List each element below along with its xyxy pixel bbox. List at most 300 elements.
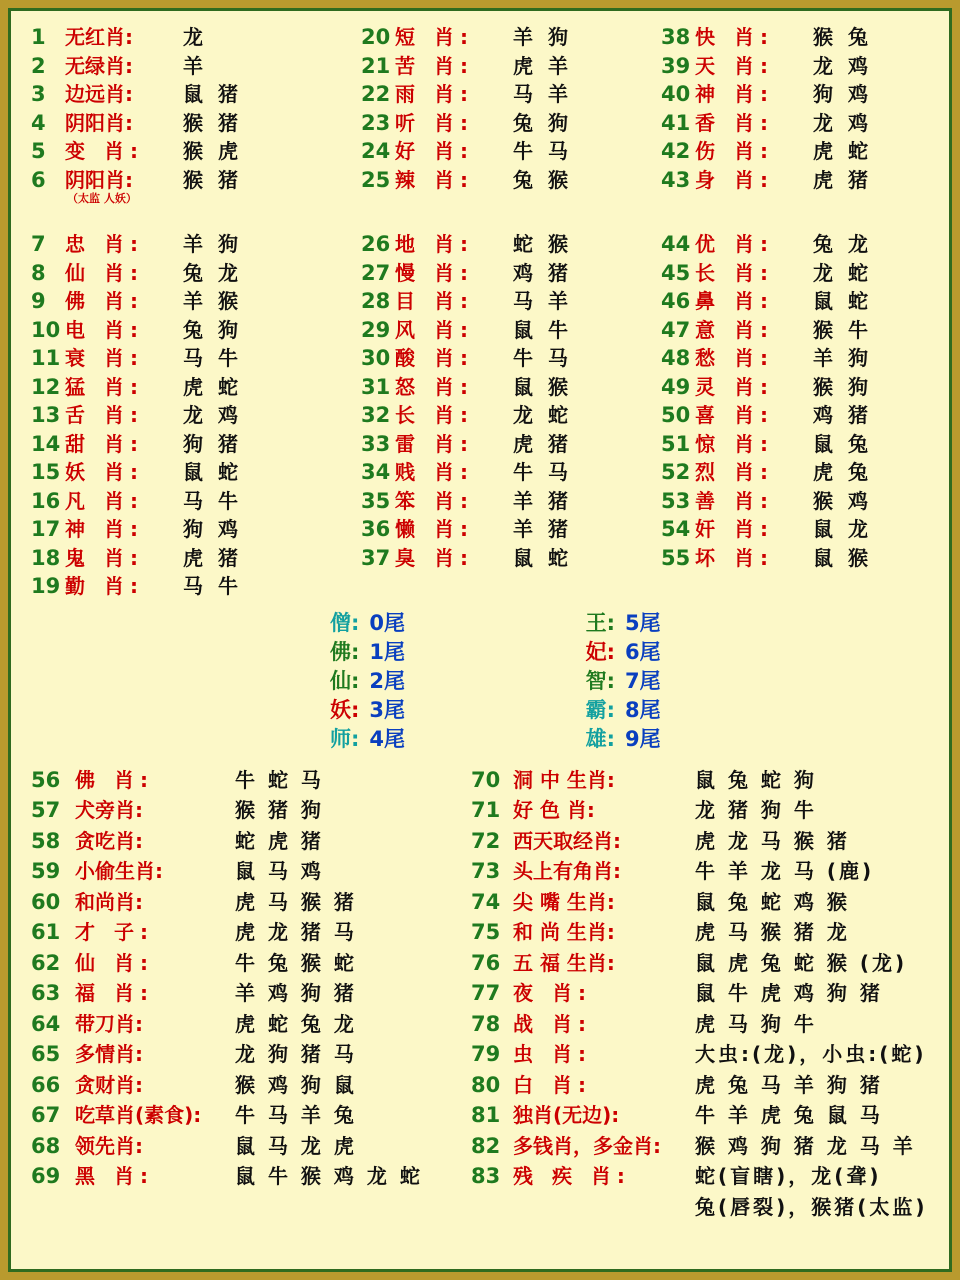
list-item[interactable]	[23, 886, 463, 917]
item-number: 10	[31, 317, 61, 342]
spacer	[23, 210, 353, 228]
tail-value: 5尾	[625, 610, 661, 635]
list-item[interactable]	[653, 485, 937, 514]
list-item[interactable]	[23, 542, 353, 571]
item-label: 仙 肖:	[65, 260, 144, 285]
list-item[interactable]	[653, 428, 937, 457]
item-label: 雨 肖:	[395, 82, 474, 106]
list-item[interactable]	[23, 794, 463, 825]
list-item[interactable]	[353, 78, 653, 107]
item-values: 鼠 猴	[813, 545, 872, 570]
item-number: 53	[661, 488, 691, 513]
item-values: 虎 蛇	[813, 139, 872, 163]
item-label: 贪吃肖:	[75, 828, 143, 853]
item-label: 烈 肖:	[695, 460, 774, 484]
item-values: 兔 狗	[513, 110, 572, 135]
item-number: 50	[661, 403, 691, 427]
spacer	[353, 210, 653, 228]
item-number: 52	[661, 460, 691, 484]
item-number: 6	[31, 167, 46, 192]
tail-item[interactable]	[299, 607, 405, 636]
item-number: 30	[361, 346, 391, 370]
list-item[interactable]	[353, 456, 653, 485]
item-label: 边远肖:	[65, 82, 133, 106]
list-item[interactable]	[463, 916, 937, 947]
item-values: 鼠 猪	[183, 82, 242, 106]
list-item[interactable]	[353, 542, 653, 571]
item-values: 牛 羊 虎 兔 鼠 马	[695, 1103, 883, 1127]
tail-value: 9尾	[625, 726, 661, 751]
item-number: 72	[471, 828, 501, 853]
item-values: 鼠 蛇	[813, 289, 872, 313]
item-label: 衰 肖:	[65, 346, 144, 370]
item-number: 80	[471, 1072, 501, 1097]
tail-key: 智:	[585, 668, 615, 693]
item-number: 48	[661, 346, 691, 370]
item-label: 神 肖:	[695, 82, 774, 106]
item-number: 49	[661, 374, 691, 399]
list-item[interactable]	[23, 135, 353, 164]
item-label: 灵 肖:	[695, 374, 774, 399]
item-number: 57	[31, 798, 61, 822]
item-label: 舌 肖:	[65, 403, 144, 427]
item-values: 猴 牛	[813, 317, 872, 342]
tail-item[interactable]	[555, 636, 661, 665]
item-values: 虎 蛇	[183, 374, 242, 399]
item-number: 45	[661, 260, 691, 285]
list-item[interactable]	[463, 855, 937, 886]
item-values: 羊 猪	[513, 517, 572, 541]
list-item[interactable]	[653, 542, 937, 571]
item-values: 羊 狗	[183, 232, 242, 256]
item-number: 9	[31, 289, 46, 313]
item-label: 愁 肖:	[695, 346, 774, 370]
list-item[interactable]	[353, 107, 653, 136]
list-item[interactable]	[353, 285, 653, 314]
item-number: 18	[31, 545, 61, 570]
item-label: 战 肖:	[513, 1011, 592, 1036]
tail-key: 僧:	[329, 610, 360, 635]
list-item[interactable]	[23, 50, 353, 79]
list-item[interactable]	[653, 314, 937, 343]
list-item[interactable]	[23, 342, 353, 371]
item-label: 犬旁肖:	[75, 798, 143, 822]
list-item[interactable]	[653, 257, 937, 286]
item-label: 无绿肖:	[65, 53, 133, 78]
item-values: 虎 猪	[513, 431, 572, 456]
item-number: 22	[361, 82, 391, 106]
item-number: 59	[31, 859, 61, 883]
item-number: 58	[31, 828, 61, 853]
item-values: 龙 蛇	[813, 260, 872, 285]
item-label: 凡 肖:	[65, 488, 144, 513]
item-values: 狗 鸡	[813, 82, 872, 106]
tail-value: 7尾	[625, 668, 661, 693]
item-label: 妖 肖:	[65, 460, 144, 484]
item-number: 35	[361, 488, 391, 513]
item-label: 夜 肖:	[513, 981, 592, 1005]
item-number: 21	[361, 53, 391, 78]
list-item[interactable]	[463, 977, 937, 1008]
item-number: 55	[661, 545, 691, 570]
item-number: 32	[361, 403, 391, 427]
item-values: 牛 马	[513, 460, 572, 484]
item-values: 虎 马 狗 牛	[695, 1011, 817, 1036]
tail-item[interactable]	[299, 665, 405, 694]
spacer-note	[353, 192, 653, 210]
item-label: 多钱肖，多金肖:	[513, 1133, 661, 1158]
item-number: 1	[31, 25, 46, 49]
list-item[interactable]	[653, 228, 937, 257]
item-values: 猴 猪	[183, 167, 242, 192]
item-label: 善 肖:	[695, 488, 774, 513]
list-item[interactable]	[353, 164, 653, 193]
item-values: 虎 兔	[813, 460, 872, 484]
item-values: 羊 猪	[513, 488, 572, 513]
item-label: 辣 肖:	[395, 167, 474, 192]
list-item[interactable]	[653, 21, 937, 50]
item-label: 洞 中 生肖:	[513, 767, 615, 792]
item-number: 78	[471, 1011, 501, 1036]
item-number: 73	[471, 859, 501, 883]
list-item[interactable]	[463, 947, 937, 978]
item-label: 黑 肖:	[75, 1164, 154, 1188]
tail-key: 妃:	[585, 639, 615, 664]
list-item[interactable]	[463, 1160, 937, 1191]
item-number: 43	[661, 167, 691, 192]
tail-key: 王:	[585, 610, 615, 635]
list-item[interactable]	[23, 570, 353, 599]
item-values: 虎 羊	[513, 53, 572, 78]
item-values: 鼠 兔	[813, 431, 872, 456]
list-item[interactable]	[23, 855, 463, 886]
item-label: 五 福 生肖:	[513, 950, 615, 975]
item-number: 15	[31, 460, 61, 484]
item-values: 虎 兔 马 羊 狗 猪	[695, 1072, 883, 1097]
list-item[interactable]	[653, 135, 937, 164]
item-number: 44	[661, 232, 691, 256]
item-values: 兔 猴	[513, 167, 572, 192]
item-label: 慢 肖:	[395, 260, 474, 285]
item-number: 3	[31, 82, 46, 106]
item-values: 牛 蛇 马	[235, 767, 324, 792]
list-item[interactable]	[463, 1069, 937, 1100]
item-number: 82	[471, 1133, 501, 1158]
list-item[interactable]	[23, 977, 463, 1008]
item-number: 61	[31, 920, 61, 944]
list-item[interactable]	[463, 825, 937, 856]
list-item[interactable]	[463, 1099, 937, 1130]
item-number-placeholder	[463, 1191, 513, 1221]
item-label: 香 肖:	[695, 110, 774, 135]
item-values: 狗 猪	[183, 431, 242, 456]
item-values: 虎 龙 猪 马	[235, 920, 357, 944]
list-item[interactable]	[23, 257, 353, 286]
item-number: 40	[661, 82, 691, 106]
list-item[interactable]	[23, 485, 353, 514]
item-label: 长 肖:	[695, 260, 774, 285]
tail-item[interactable]	[299, 694, 405, 723]
list-item[interactable]	[463, 794, 937, 825]
item-label: 独肖(无边):	[513, 1103, 620, 1127]
item-label: 带刀肖:	[75, 1011, 143, 1036]
item-label: 福 肖:	[75, 981, 154, 1005]
tail-item[interactable]	[555, 665, 661, 694]
item-values: 龙 鸡	[813, 110, 872, 135]
list-item[interactable]	[353, 485, 653, 514]
item-number: 79	[471, 1042, 501, 1066]
item-values: 鼠 牛 虎 鸡 狗 猪	[695, 981, 883, 1005]
tail-key: 佛:	[329, 639, 360, 664]
item-label: 忠 肖:	[65, 232, 144, 256]
item-values: 猴 鸡 狗 鼠	[235, 1072, 357, 1097]
item-label: 好 色 肖:	[513, 798, 595, 822]
spacer	[653, 210, 937, 228]
list-item[interactable]	[23, 371, 353, 400]
list-item[interactable]	[353, 428, 653, 457]
item-number: 26	[361, 232, 391, 256]
item-values: 鼠 马 鸡	[235, 859, 324, 883]
item-number: 74	[471, 889, 501, 914]
list-item[interactable]	[23, 1160, 463, 1191]
item-label: 和 尚 生肖:	[513, 920, 615, 944]
list-item[interactable]	[353, 342, 653, 371]
list-item[interactable]	[653, 456, 937, 485]
list-item[interactable]	[23, 947, 463, 978]
item-label: 好 肖:	[395, 139, 474, 163]
item-label: 甜 肖:	[65, 431, 144, 456]
list-item[interactable]	[23, 428, 353, 457]
tail-item[interactable]	[299, 723, 405, 752]
item-values: 猴 狗	[813, 374, 872, 399]
list-item[interactable]	[23, 21, 353, 50]
item-number: 62	[31, 950, 61, 975]
item-label: 仙 肖:	[75, 950, 154, 975]
item-values: 牛 羊 龙 马 (鹿)	[695, 859, 875, 883]
tail-value: 4尾	[369, 726, 405, 751]
list-item[interactable]	[653, 371, 937, 400]
list-item[interactable]	[353, 513, 653, 542]
list-item[interactable]	[23, 513, 353, 542]
item-label: 臭 肖:	[395, 545, 474, 570]
item-label: 身 肖:	[695, 167, 774, 192]
item-number: 37	[361, 545, 391, 570]
item-label: 雷 肖:	[395, 431, 474, 456]
item-number: 34	[361, 460, 391, 484]
tails-left-column	[299, 607, 405, 752]
list-item[interactable]	[653, 164, 937, 193]
item-number: 36	[361, 517, 391, 541]
item-label: 奸 肖:	[695, 517, 774, 541]
list-item[interactable]	[353, 314, 653, 343]
item-values: 马 牛	[183, 346, 242, 370]
item-values: 猴 猪 狗	[235, 798, 324, 822]
top-section	[23, 21, 937, 599]
item-values: 羊 鸡 狗 猪	[235, 981, 357, 1005]
item-label: 短 肖:	[395, 25, 474, 49]
tail-key: 妖:	[329, 697, 360, 722]
item-label: 西天取经肖:	[513, 828, 621, 853]
item-label: 坏 肖:	[695, 545, 774, 570]
list-item[interactable]	[653, 78, 937, 107]
list-item[interactable]	[463, 886, 937, 917]
item-label: 猛 肖:	[65, 374, 144, 399]
item-number: 17	[31, 517, 61, 541]
list-item[interactable]	[463, 1130, 937, 1161]
item-values: 龙 蛇	[513, 403, 572, 427]
list-item[interactable]	[653, 50, 937, 79]
list-item[interactable]	[23, 825, 463, 856]
item-number: 19	[31, 574, 61, 598]
item-values: 马 羊	[513, 82, 572, 106]
item-label: 喜 肖:	[695, 403, 774, 427]
item-values: 羊 狗	[513, 25, 572, 49]
list-item[interactable]	[653, 107, 937, 136]
item-number: 4	[31, 110, 46, 135]
item-number: 33	[361, 431, 391, 456]
item-number: 20	[361, 25, 391, 49]
item-values: 蛇(盲瞎)，龙(聋)	[695, 1164, 882, 1188]
tail-key: 师:	[329, 726, 360, 751]
item-number: 24	[361, 139, 391, 163]
list-item[interactable]	[353, 371, 653, 400]
item-number: 60	[31, 889, 61, 914]
item-label: 阴阳肖:	[65, 110, 133, 135]
item-values: 鼠 龙	[813, 517, 872, 541]
item-number: 28	[361, 289, 391, 313]
item-values: 龙	[183, 25, 207, 49]
item-number: 2	[31, 53, 46, 78]
list-item[interactable]	[23, 314, 353, 343]
list-item[interactable]	[23, 78, 353, 107]
item-values: 牛 马	[513, 139, 572, 163]
list-item[interactable]	[463, 1008, 937, 1039]
item-values: 龙 鸡	[813, 53, 872, 78]
item-values: 鼠 马 龙 虎	[235, 1133, 357, 1158]
item-values: 鸡 猪	[513, 260, 572, 285]
item-label: 电 肖:	[65, 317, 144, 342]
list-item[interactable]	[463, 1038, 937, 1069]
item-values: 大虫:(龙)，小虫:(蛇)	[695, 1042, 927, 1066]
item-values: 马 羊	[513, 289, 572, 313]
tails-section	[23, 607, 937, 752]
tail-value: 6尾	[625, 639, 661, 664]
list-item[interactable]	[353, 399, 653, 428]
item-values: 龙 狗 猪 马	[235, 1042, 357, 1066]
list-item[interactable]	[23, 1008, 463, 1039]
list-item[interactable]	[23, 456, 353, 485]
item-values: 羊 狗	[813, 346, 872, 370]
item-number: 81	[471, 1103, 501, 1127]
item-number: 13	[31, 403, 61, 427]
item-label: 多情肖:	[75, 1042, 143, 1066]
item-label: 佛 肖:	[75, 767, 154, 792]
bottom-section	[23, 764, 937, 1221]
list-item[interactable]	[23, 1099, 463, 1130]
list-item[interactable]	[23, 164, 353, 193]
list-item[interactable]	[23, 228, 353, 257]
item-label: 天 肖:	[695, 53, 774, 78]
item-number: 42	[661, 139, 691, 163]
item-number: 76	[471, 950, 501, 975]
list-item[interactable]	[353, 135, 653, 164]
item-label: 阴阳肖:	[65, 167, 133, 192]
list-item[interactable]	[23, 1038, 463, 1069]
item-number: 77	[471, 981, 501, 1005]
list-item[interactable]	[23, 1130, 463, 1161]
item-label: 目 肖:	[395, 289, 474, 313]
list-item[interactable]	[23, 916, 463, 947]
tail-item[interactable]	[555, 694, 661, 723]
list-item[interactable]	[653, 399, 937, 428]
item-values: 羊	[183, 53, 207, 78]
top-column-3	[653, 21, 937, 599]
tail-item[interactable]	[299, 636, 405, 665]
item-values: 马 牛	[183, 488, 242, 513]
item-label: 地 肖:	[395, 232, 474, 256]
item-values: 兔(唇裂)，猴猪(太监)	[695, 1194, 928, 1219]
item-values: 鸡 猪	[813, 403, 872, 427]
tail-value: 2尾	[369, 668, 405, 693]
bottom-column-left	[23, 764, 463, 1221]
item-number: 46	[661, 289, 691, 313]
item-values: 兔 狗	[183, 317, 242, 342]
bottom-column-right	[463, 764, 937, 1221]
item-values: 蛇 虎 猪	[235, 828, 324, 853]
item-label: 苦 肖:	[395, 53, 474, 78]
item-values: 马 牛	[183, 574, 242, 598]
item-number: 70	[471, 767, 501, 792]
item-label: 鼻 肖:	[695, 289, 774, 313]
item-label: 吃草肖(素食):	[75, 1103, 202, 1127]
list-item[interactable]	[23, 107, 353, 136]
item-number: 54	[661, 517, 691, 541]
item-values: 蛇 猴	[513, 232, 572, 256]
list-item[interactable]	[23, 285, 353, 314]
list-item[interactable]	[653, 513, 937, 542]
item-note: （太监 人妖）	[67, 192, 137, 205]
item-label: 听 肖:	[395, 110, 474, 135]
item-label: 残 疾 肖:	[513, 1164, 631, 1188]
list-item[interactable]	[463, 764, 937, 795]
tail-item[interactable]	[555, 607, 661, 636]
tail-key: 霸:	[585, 697, 615, 722]
chart-sheet	[8, 8, 952, 1272]
item-number: 8	[31, 260, 46, 285]
tail-item[interactable]	[555, 723, 661, 752]
list-item[interactable]	[23, 399, 353, 428]
item-number: 23	[361, 110, 391, 135]
list-item[interactable]	[653, 285, 937, 314]
item-number: 12	[31, 374, 61, 399]
item-values: 猴 鸡	[813, 488, 872, 513]
item-label: 笨 肖:	[395, 488, 474, 513]
list-item[interactable]	[23, 1069, 463, 1100]
list-item[interactable]	[353, 50, 653, 79]
item-values: 龙 鸡	[183, 403, 242, 427]
list-item[interactable]	[353, 21, 653, 50]
list-item[interactable]	[23, 764, 463, 795]
list-item[interactable]	[653, 342, 937, 371]
item-number: 11	[31, 346, 61, 370]
tails-right-column	[555, 607, 661, 752]
item-values: 鼠 猴	[513, 374, 572, 399]
list-item[interactable]	[353, 257, 653, 286]
item-label: 长 肖:	[395, 403, 474, 427]
tail-key: 仙:	[329, 668, 360, 693]
list-item[interactable]	[353, 228, 653, 257]
item-label: 贱 肖:	[395, 460, 474, 484]
